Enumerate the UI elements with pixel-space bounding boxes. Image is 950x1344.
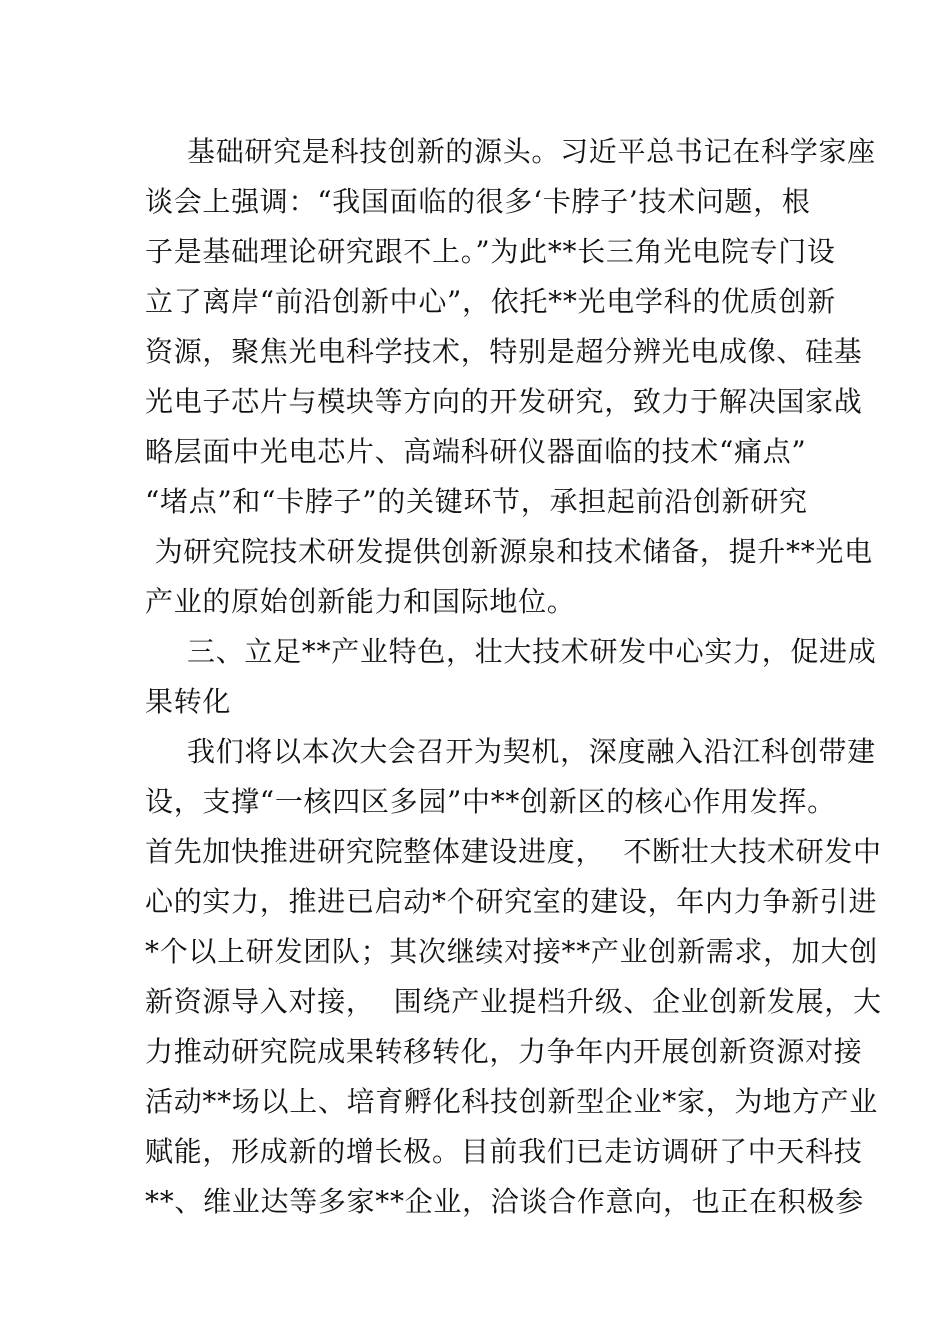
paragraph-line: 力推动研究院成果转移转化，力争年内开展创新资源对接	[145, 1035, 863, 1068]
paragraph-line: 活动**场以上、培育孵化科技创新型企业*家，为地方产业	[145, 1085, 878, 1118]
paragraph-line: 首先加快推进研究院整体建设进度， 不断壮大技术研发中	[145, 835, 882, 868]
paragraph-line: 新资源导入对接， 围绕产业提档升级、企业创新发展，大	[145, 985, 882, 1018]
paragraph-line: 为研究院技术研发提供创新源泉和技术储备，提升**光电	[145, 535, 873, 568]
paragraph-line: **、维业达等多家**企业，洽谈合作意向，也正在积极参	[145, 1185, 864, 1218]
paragraph-line: 子是基础理论研究跟不上。”为此**长三角光电院专门设	[145, 235, 836, 268]
paragraph-line: 谈会上强调：“我国面临的很多‘卡脖子’技术问题，根	[145, 185, 811, 218]
paragraph-line: 立了离岸“前沿创新中心”，依托**光电学科的优质创新	[145, 285, 836, 318]
paragraph-line: 光电子芯片与模块等方向的开发研究，致力于解决国家战	[145, 385, 863, 418]
paragraph-line: 设，支撑“一核四区多园”中**创新区的核心作用发挥。	[145, 785, 836, 818]
paragraph-line: 赋能，形成新的增长极。目前我们已走访调研了中天科技	[145, 1135, 863, 1168]
paragraph-line: 我们将以本次大会召开为契机，深度融入沿江科创带建	[187, 735, 876, 768]
paragraph-line: 略层面中光电芯片、高端科研仪器面临的技术“痛点”	[145, 435, 807, 468]
paragraph-line: 资源，聚焦光电科学技术，特别是超分辨光电成像、硅基	[145, 335, 863, 368]
section-heading-continued: 果转化	[145, 685, 232, 718]
paragraph-line: “堵点”和“卡脖子”的关键环节，承担起前沿创新研究	[145, 485, 808, 518]
section-heading: 三、立足**产业特色，壮大技术研发中心实力，促进成	[187, 635, 877, 668]
paragraph-line: 心的实力，推进已启动*个研究室的建设，年内力争新引进	[145, 885, 878, 918]
paragraph-line: 产业的原始创新能力和国际地位。	[145, 585, 576, 618]
paragraph-line: *个以上研发团队；其次继续对接**产业创新需求，加大创	[145, 935, 878, 968]
paragraph-line: 基础研究是科技创新的源头。习近平总书记在科学家座	[187, 135, 876, 168]
